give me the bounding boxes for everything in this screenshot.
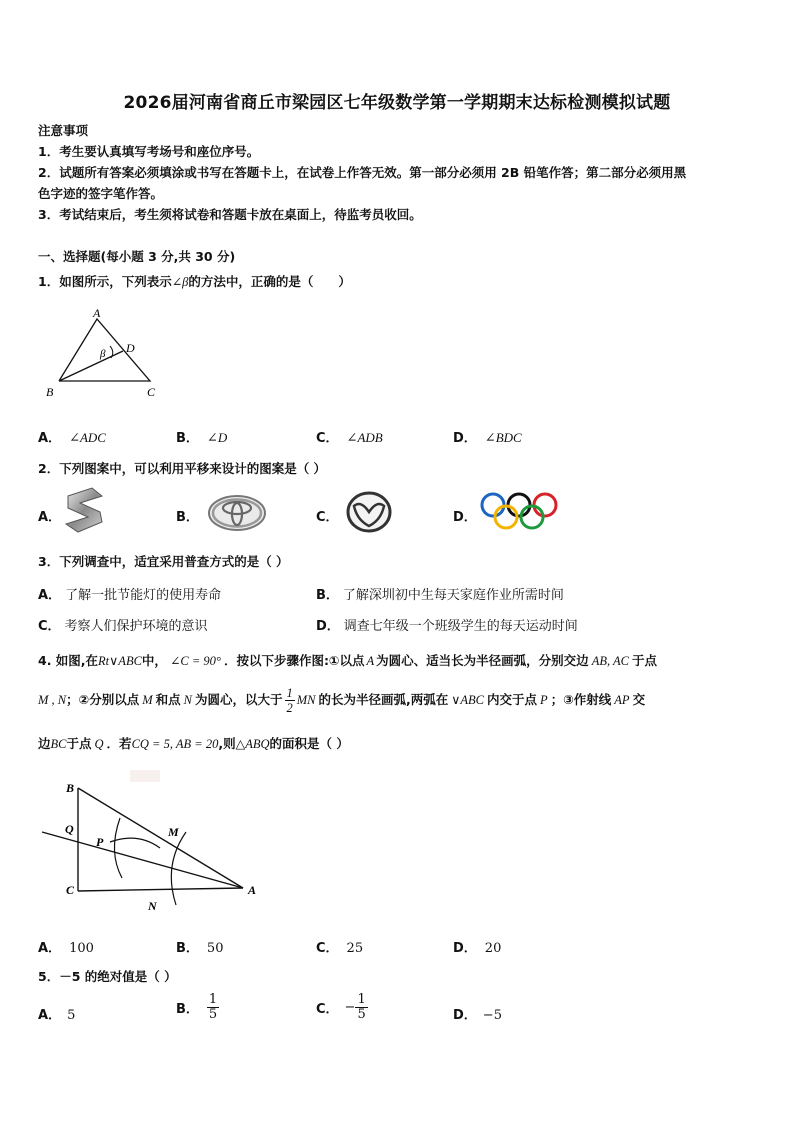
q4-label-m: M bbox=[168, 825, 179, 839]
q3-option-a-letter: A． bbox=[38, 588, 62, 603]
q1-option-b[interactable] bbox=[176, 427, 227, 446]
q4-label-a: A bbox=[248, 883, 257, 897]
q5-option-c-letter: C． bbox=[316, 1002, 339, 1017]
q4-math: AP bbox=[614, 693, 630, 707]
q3-option-d-letter: D． bbox=[316, 619, 340, 634]
q4-text: 的面积是（ ） bbox=[269, 736, 349, 751]
notice-item-1: 1．考生要认真填写考场号和座位序号。 bbox=[38, 144, 260, 159]
q1-option-d-text: ∠BDC bbox=[484, 430, 522, 445]
q5-option-c-den: 5 bbox=[357, 1007, 366, 1022]
q5-option-a[interactable] bbox=[38, 1004, 75, 1023]
q4-text: 为圆心、适当长为半径画弧，分别交边 bbox=[376, 653, 589, 668]
q4-stem-line-3 bbox=[38, 734, 349, 752]
q3-option-a[interactable] bbox=[38, 584, 221, 603]
q4-option-d[interactable] bbox=[453, 937, 501, 956]
q4-text: 内交于点 bbox=[487, 692, 538, 707]
q4-construction-figure bbox=[38, 770, 268, 920]
suzuki-logo-icon bbox=[62, 486, 106, 534]
q3-option-b-text: 了解深圳初中生每天家庭作业所需时间 bbox=[342, 588, 564, 603]
q4-text: 边 bbox=[38, 736, 51, 751]
q4-text: 的长为半径画弧,两弧在 bbox=[318, 692, 449, 707]
q4-option-a-text: 100 bbox=[69, 941, 94, 956]
toyota-logo-icon bbox=[207, 494, 267, 532]
q1-option-c-text: ∠ADB bbox=[346, 430, 383, 445]
q4-math: △ABQ bbox=[235, 737, 270, 751]
q4-option-a[interactable] bbox=[38, 937, 94, 956]
section-heading: 一、选择题(每小题 3 分,共 30 分) bbox=[38, 249, 236, 264]
q4-math: M , N bbox=[38, 693, 67, 707]
q3-option-c[interactable] bbox=[38, 615, 208, 634]
q5-option-b[interactable] bbox=[176, 993, 219, 1022]
q4-text: ；③作射线 bbox=[550, 692, 612, 707]
q4-option-c[interactable] bbox=[316, 937, 363, 956]
q4-text: 为圆心，以大于 bbox=[195, 692, 283, 707]
q4-text: ；②分别以点 bbox=[66, 692, 140, 707]
q1-stem-text-a: 1．如图所示，下列表示 bbox=[38, 274, 172, 289]
q4-option-a-letter: A． bbox=[38, 941, 62, 956]
q5-option-d[interactable] bbox=[453, 1004, 502, 1023]
q4-stem-line-2 bbox=[38, 683, 645, 717]
q4-text: 交 bbox=[632, 692, 646, 707]
q4-option-b[interactable] bbox=[176, 937, 223, 956]
q1-option-d-letter: D． bbox=[453, 431, 477, 446]
q4-fraction-den: 2 bbox=[286, 701, 293, 715]
q4-text: ．按以下步骤作图:①以点 bbox=[223, 653, 365, 668]
q4-option-d-text: 20 bbox=[484, 941, 502, 956]
q4-option-d-letter: D． bbox=[453, 941, 477, 956]
q4-stem-line-1 bbox=[38, 651, 657, 669]
q5-option-c-fraction bbox=[355, 993, 367, 1022]
q2-option-c-letter[interactable]: C． bbox=[316, 510, 339, 525]
q1-label-d: D bbox=[126, 341, 135, 355]
q1-angle-symbol: ∠β bbox=[171, 275, 189, 289]
q3-option-c-text: 考察人们保护环境的意识 bbox=[64, 619, 208, 634]
q3-option-b-letter: B． bbox=[316, 588, 339, 603]
q3-option-a-text: 了解一批节能灯的使用寿命 bbox=[65, 588, 222, 603]
q4-fraction bbox=[285, 686, 295, 715]
q4-label-c: C bbox=[66, 883, 75, 897]
q5-option-b-letter: B． bbox=[176, 1002, 199, 1017]
q3-option-d-text: 调查七年级一个班级学生的每天运动时间 bbox=[343, 619, 578, 634]
q4-option-c-text: 25 bbox=[346, 941, 364, 956]
q4-text: 和点 bbox=[155, 692, 181, 707]
olympic-rings-logo-icon bbox=[478, 490, 562, 532]
q4-label-p: P bbox=[96, 835, 104, 849]
q4-math: AB, AC bbox=[591, 654, 629, 668]
q5-option-a-letter: A． bbox=[38, 1008, 62, 1023]
q4-math: CQ = 5, AB = 20 bbox=[131, 737, 219, 751]
q4-math: ∠C = 90° bbox=[169, 654, 221, 668]
q5-option-b-fraction bbox=[207, 993, 219, 1022]
q1-option-a-text: ∠ADC bbox=[69, 430, 106, 445]
q4-fraction-num: 1 bbox=[286, 686, 293, 700]
q5-option-d-text: −5 bbox=[482, 1008, 502, 1023]
q4-math: M bbox=[142, 693, 153, 707]
q4-option-b-letter: B． bbox=[176, 941, 199, 956]
q4-math: A bbox=[366, 654, 375, 668]
q5-option-c-sign: − bbox=[344, 1000, 356, 1015]
q3-stem: 3．下列调查中，适宜采用普查方式的是（ ） bbox=[38, 554, 289, 569]
q1-triangle-figure bbox=[38, 308, 168, 403]
q5-option-d-letter: D． bbox=[453, 1008, 477, 1023]
q4-option-b-text: 50 bbox=[206, 941, 224, 956]
q1-option-c[interactable] bbox=[316, 427, 383, 446]
notice-heading: 注意事项 bbox=[38, 123, 89, 138]
q4-text: ,则 bbox=[218, 736, 236, 751]
q1-label-beta: β bbox=[100, 348, 106, 360]
q4-math: N bbox=[183, 693, 192, 707]
q4-math: Rt bbox=[98, 654, 110, 668]
q1-option-a[interactable] bbox=[38, 427, 106, 446]
q4-text: 4. 如图,在 bbox=[38, 653, 99, 668]
q4-math: P bbox=[540, 693, 548, 707]
q1-label-b: B bbox=[46, 385, 54, 399]
q4-math: MN bbox=[296, 693, 316, 707]
q4-text: 于点 bbox=[631, 653, 657, 668]
q5-stem: 5．－5 的绝对值是（ ） bbox=[38, 969, 177, 984]
q1-option-b-letter: B． bbox=[176, 431, 199, 446]
q1-label-c: C bbox=[147, 385, 156, 399]
q2-option-d-letter[interactable]: D． bbox=[453, 510, 477, 525]
q5-option-a-text: 5 bbox=[67, 1008, 76, 1023]
q4-label-b: B bbox=[66, 781, 75, 795]
q1-option-c-letter: C． bbox=[316, 431, 339, 446]
q1-option-b-text: ∠D bbox=[206, 430, 228, 445]
q2-option-b-letter[interactable]: B． bbox=[176, 510, 199, 525]
q2-stem: 2．下列图案中，可以利用平移来设计的图案是（ ） bbox=[38, 461, 327, 476]
page-title: 2026届河南省商丘市梁园区七年级数学第一学期期末达标检测模拟试题 bbox=[123, 93, 671, 113]
q4-text: 中， bbox=[141, 653, 167, 668]
q4-label-n: N bbox=[148, 899, 157, 913]
q1-stem bbox=[38, 272, 351, 290]
q4-math: ∨ABC bbox=[451, 693, 485, 707]
q4-text: ．若 bbox=[106, 736, 132, 751]
q4-math: Q bbox=[94, 737, 104, 751]
mazda-logo-icon bbox=[345, 490, 393, 534]
q1-option-d[interactable] bbox=[453, 427, 522, 446]
q2-option-a-letter[interactable]: A． bbox=[38, 510, 62, 525]
notice-item-2-cont: 色字迹的签字笔作答。 bbox=[38, 186, 164, 201]
q4-option-c-letter: C． bbox=[316, 941, 339, 956]
q1-label-a: A bbox=[93, 308, 101, 320]
q5-option-b-den: 5 bbox=[208, 1007, 218, 1022]
q3-option-d[interactable] bbox=[316, 615, 578, 634]
q4-text: 于点 bbox=[66, 736, 92, 751]
q1-stem-text-b: 的方法中，正确的是（ ） bbox=[188, 274, 351, 289]
notice-item-2: 2．试题所有答案必须填涂或书写在答题卡上，在试卷上作答无效。第一部分必须用 2B 铅笔作答；第二部分必须用黑 bbox=[38, 165, 687, 180]
q1-option-a-letter: A． bbox=[38, 431, 62, 446]
q4-math: BC bbox=[50, 737, 67, 751]
q3-option-c-letter: C． bbox=[38, 619, 61, 634]
q4-label-q: Q bbox=[65, 822, 74, 836]
q5-option-c[interactable] bbox=[316, 993, 368, 1022]
notice-item-3: 3．考试结束后，考生须将试卷和答题卡放在桌面上，待监考员收回。 bbox=[38, 207, 422, 222]
q3-option-b[interactable] bbox=[316, 584, 564, 603]
q5-option-b-num: 1 bbox=[208, 992, 218, 1007]
q5-option-c-num: 1 bbox=[357, 992, 366, 1007]
q4-math: ∨ABC bbox=[109, 654, 142, 668]
